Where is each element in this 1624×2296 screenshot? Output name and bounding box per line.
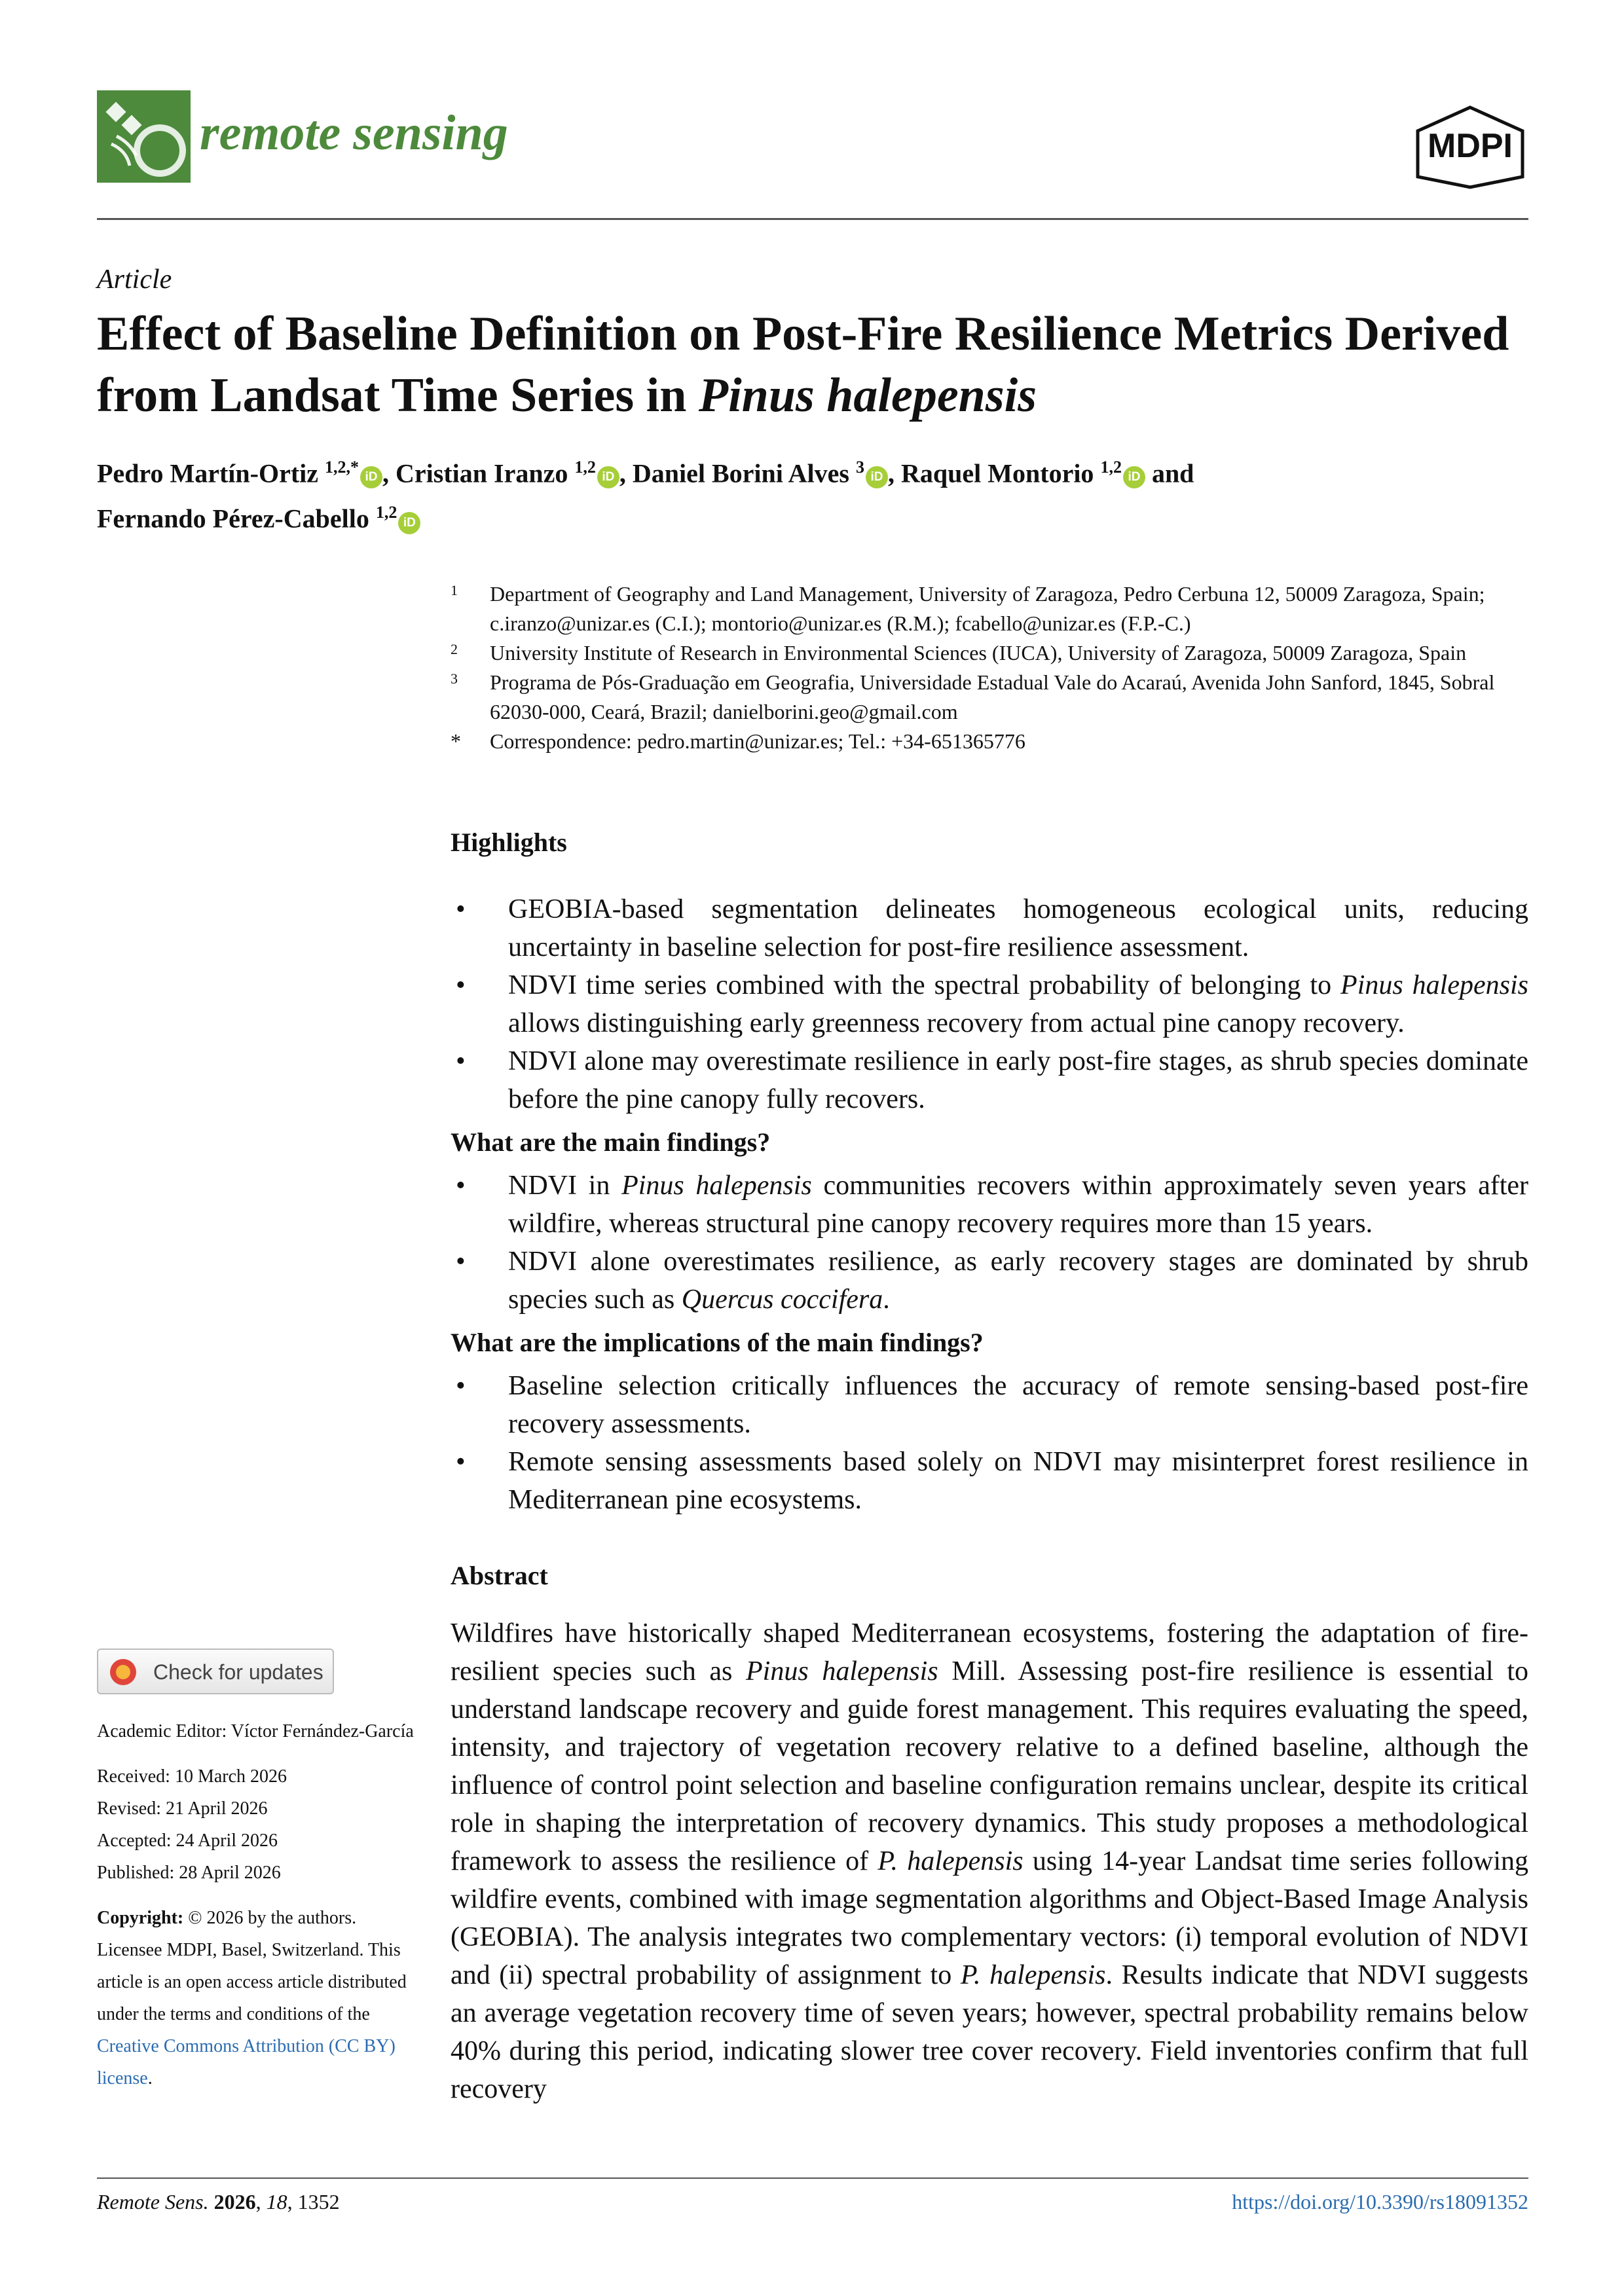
volume-number: 18 [266, 2190, 287, 2214]
mdpi-logo-text: MDPI [1428, 127, 1513, 165]
abstract-text: . Results indicate that NDVI suggests an average vegetation recovery time of seven years; however, spectral probability remains below 40% during this period, indicating slower tree cover recovery. Field inventories confirm that full recovery [451, 1960, 1528, 2104]
journal-abbrev: Remote Sens. [97, 2190, 209, 2214]
abstract-text: using 14-year Landsat time series following wildfire events, combined with image segmentation algorithms and Object-Based Image Analysis (GEOBIA). The analysis integrates two complementary vectors: (i) temporal evolution of NDVI and (ii) spectral probability of assignment to [451, 1846, 1528, 1990]
abstract-text: Wildfires have historically shaped Mediterranean ecosystems, fostering the adaptation of fire-resilient species such as [451, 1618, 1528, 1686]
list-item [451, 1243, 1528, 1319]
copyright-text: © 2026 by the authors. Licensee MDPI, Basel, Switzerland. This article is an open access article distributed under the terms and conditions of the [97, 1908, 407, 2024]
abstract-heading: Abstract [451, 1561, 548, 1590]
highlight-text: NDVI alone may overestimate resilience in early post-fire stages, as shrub species dominate before the pine canopy fully recovers. [508, 1046, 1528, 1114]
affiliation-number: 1 [451, 582, 458, 598]
implication-text: Remote sensing assessments based solely on NDVI may misinterpret forest resilience in Mediterranean pine ecosystems. [508, 1447, 1528, 1515]
author-name[interactable]: Daniel Borini Alves [632, 458, 849, 488]
species-name: Pinus halepensis [621, 1171, 812, 1201]
correspondence [451, 727, 1528, 756]
species-name: P. halepensis [960, 1960, 1106, 1990]
author-name[interactable]: Pedro Martín-Ortiz [97, 458, 319, 488]
copyright-notice [97, 1902, 418, 2094]
author-affil-mark: 3 [856, 458, 864, 477]
academic-editor: Academic Editor: Víctor Fernández-García [97, 1721, 414, 1741]
copyright-end: . [147, 2068, 153, 2088]
article-title [97, 303, 1528, 426]
header-divider [97, 218, 1528, 220]
highlights-heading: Highlights [451, 828, 567, 857]
check-updates-icon [110, 1659, 136, 1685]
bullet-icon: • [456, 1046, 466, 1076]
doi-link[interactable]: https://doi.org/10.3390/rs18091352 [1232, 2190, 1528, 2214]
species-name: P. halepensis [877, 1846, 1024, 1876]
affiliation-item [451, 579, 1528, 638]
published-date: Published: 28 April 2026 [97, 1863, 281, 1883]
mdpi-logo[interactable] [1411, 105, 1529, 190]
author-name[interactable]: Cristian Iranzo [396, 458, 568, 488]
author-affil-mark: 1,2 [375, 503, 397, 522]
article-number: 1352 [297, 2190, 340, 2214]
affiliation-text: Programa de Pós-Graduação em Geografia, Universidade Estadual Vale do Acaraú, Avenida John Sanford, 1845, Sobral 62030-000, Ceará, Brazil; danielborini.geo@gmail.com [490, 670, 1495, 723]
accepted-date: Accepted: 24 April 2026 [97, 1831, 278, 1851]
orcid-icon[interactable]: iD [360, 466, 382, 488]
list-item [451, 966, 1528, 1042]
check-for-updates-button[interactable] [97, 1649, 334, 1694]
satellite-icon [97, 90, 191, 183]
highlight-text: NDVI time series combined with the spectral probability of belonging to [508, 970, 1341, 1000]
authors-conjunction: and [1151, 458, 1194, 488]
list-item [451, 1443, 1528, 1519]
copyright-label: Copyright: [97, 1908, 184, 1928]
correspondence-mark: * [451, 729, 461, 753]
abstract-body [451, 1614, 1528, 2108]
findings-heading: What are the main findings? [451, 1127, 771, 1157]
species-name: Pinus halepensis [1340, 970, 1528, 1000]
orcid-icon[interactable]: iD [866, 466, 888, 488]
footer-divider [97, 2178, 1528, 2179]
findings-list [451, 1167, 1528, 1319]
affiliation-item [451, 668, 1528, 727]
affiliation-number: 3 [451, 670, 458, 687]
implications-heading: What are the implications of the main findings? [451, 1328, 984, 1357]
main-column [451, 824, 1528, 2108]
highlights-list [451, 890, 1528, 1118]
revised-date: Revised: 21 April 2026 [97, 1798, 268, 1819]
affiliation-text: Department of Geography and Land Management, University of Zaragoza, Pedro Cerbuna 12, 50009 Zaragoza, Spain; c.iranzo@unizar.es (C.I.); montorio@unizar.es (R.M.); fcabello@unizar.es (F.P.-C.) [490, 582, 1485, 635]
list-item [451, 1167, 1528, 1243]
affiliation-item [451, 638, 1528, 668]
highlight-text: allows distinguishing early greenness recovery from actual pine canopy recovery. [508, 1008, 1405, 1038]
list-item [451, 890, 1528, 966]
orcid-icon[interactable]: iD [1123, 466, 1145, 488]
author-affil-mark: 1,2 [574, 458, 596, 477]
bullet-icon: • [456, 1447, 466, 1477]
received-date: Received: 10 March 2026 [97, 1766, 287, 1787]
affiliations [451, 579, 1528, 756]
finding-text: . [883, 1285, 890, 1315]
author-list: Pedro Martín-Ortiz $^{1,2,*}$iD , Cristian Iranzo $^{1,2}$iD , Daniel Borini Alves $^3$iD , Raquel Montorio $^{1,2}$iD and Fernando Pérez-Cabello $^{1,2}$iD [97, 458, 1194, 534]
abstract-text: Mill. Assessing post-fire resilience is essential to understand landscape recovery and guide forest management. This requires evaluating the speed, intensity, and trajectory of vegetation recovery relative to a defined baseline, although the influence of control point selection and baseline configuration remains unclear, despite its critical role in shaping the interpretation of recovery dynamics. This study proposes a methodological framework to assess the resilience of [451, 1656, 1529, 1876]
species-name: Quercus coccifera [681, 1285, 883, 1315]
bullet-icon: • [456, 1171, 466, 1201]
title-text: Effect of Baseline Definition on Post-Fire Resilience Metrics Derived from Landsat Time Series in [97, 307, 1509, 422]
author-affil-mark: 1,2 [1100, 458, 1122, 477]
author-affil-mark: 1,2,* [325, 458, 360, 477]
journal-logo [97, 90, 191, 183]
highlight-text: GEOBIA-based segmentation delineates homogeneous ecological units, reducing uncertainty in baseline selection for post-fire resilience assessment. [508, 894, 1528, 962]
affiliation-text: University Institute of Research in Environmental Sciences (IUCA), University of Zaragoza, 50009 Zaragoza, Spain [490, 641, 1467, 665]
author-name[interactable]: Raquel Montorio [901, 458, 1094, 488]
license-link[interactable]: Creative Commons Attribution (CC BY) license [97, 2036, 396, 2088]
orcid-icon[interactable]: iD [597, 466, 619, 488]
article-type: Article [97, 264, 172, 295]
list-item [451, 1367, 1528, 1443]
bullet-icon: • [456, 894, 466, 924]
finding-text: communities recovers within approximately seven years after wildfire, whereas structural pine canopy recovery requires more than 15 years. [508, 1171, 1528, 1239]
author-name[interactable]: Fernando Pérez-Cabello [97, 503, 369, 534]
list-item [451, 1042, 1528, 1118]
article-info-sidebar [97, 1715, 418, 2094]
implications-list [451, 1367, 1528, 1519]
bullet-icon: • [456, 970, 466, 1000]
publication-year: 2026 [213, 2190, 256, 2214]
citation-footer: Remote Sens. 2026, 18, 1352 [97, 2190, 340, 2214]
orcid-icon[interactable]: iD [398, 512, 420, 534]
implication-text: Baseline selection critically influences the accuracy of remote sensing-based post-fire recovery assessments. [508, 1371, 1528, 1439]
journal-name[interactable]: remote sensing [200, 105, 508, 160]
title-species: Pinus halepensis [698, 369, 1037, 422]
finding-text: NDVI in [508, 1171, 622, 1201]
check-updates-label: Check for updates [153, 1660, 323, 1684]
correspondence-text: Correspondence: pedro.martin@unizar.es; Tel.: +34-651365776 [490, 729, 1025, 753]
affiliation-number: 2 [451, 641, 458, 657]
species-name: Pinus halepensis [746, 1656, 938, 1686]
bullet-icon: • [456, 1371, 466, 1401]
bullet-icon: • [456, 1247, 466, 1277]
finding-text: NDVI alone overestimates resilience, as early recovery stages are dominated by shrub species such as [508, 1247, 1528, 1315]
